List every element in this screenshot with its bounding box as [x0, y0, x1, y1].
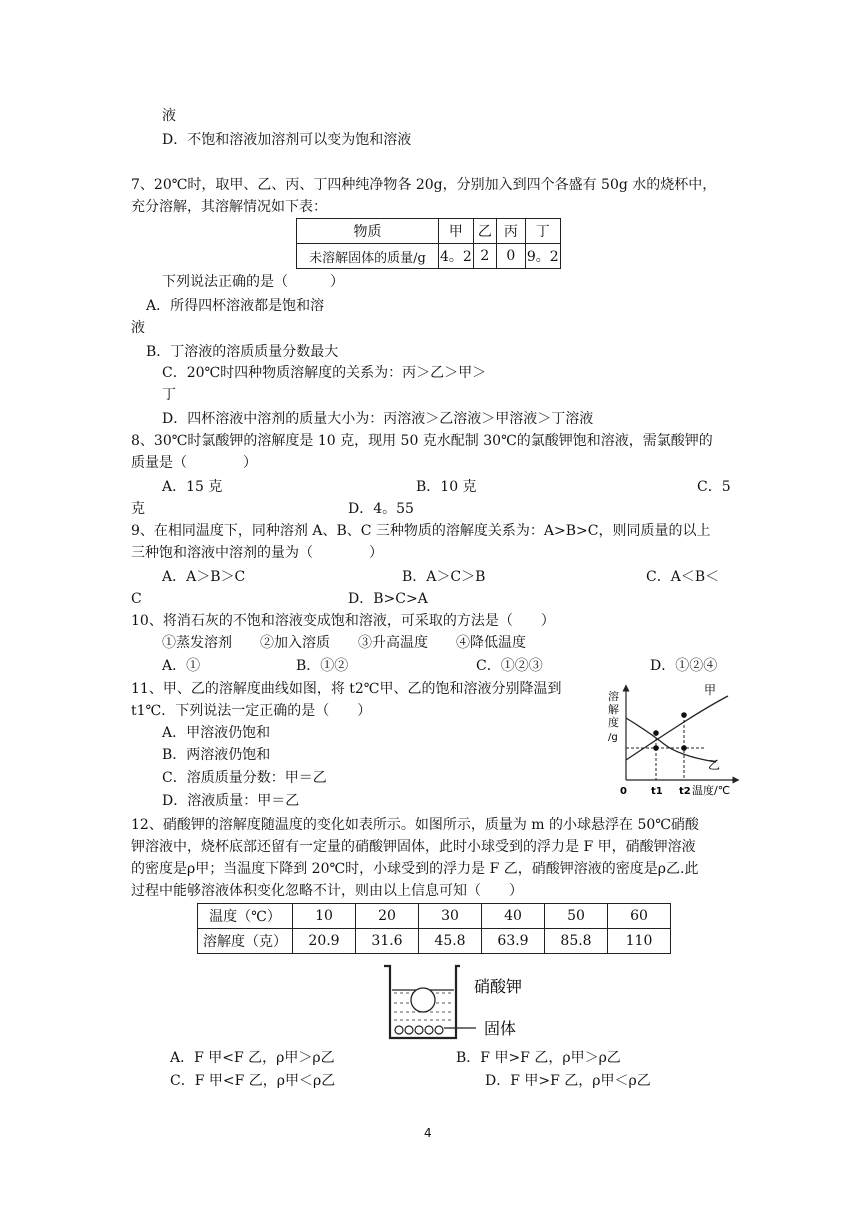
q12-table-cell: 110	[608, 929, 671, 954]
q6-option-d: D．不饱和溶液加溶剂可以变为饱和溶液	[162, 132, 412, 148]
q8-option-b: B．10 克	[416, 479, 477, 495]
figure-label-2: 固体	[484, 1019, 517, 1038]
q9-option-d: D．B>C>A	[348, 591, 428, 607]
q7-option-d: D．四杯溶液中溶剂的质量大小为：丙溶液＞乙溶液＞甲溶液＞丁溶液	[162, 411, 594, 427]
q12-table-header: 10	[293, 904, 356, 929]
q10-option-d: D．①②④	[650, 658, 718, 674]
q7-stem-2: 充分溶解，其溶解情况如下表：	[131, 199, 327, 215]
q8-stem-2: 质量是（ ）	[131, 455, 257, 471]
q12-table-header: 40	[482, 904, 545, 929]
q7-table-cell: 9。2	[525, 244, 560, 269]
q11-option-d: D．溶液质量：甲＝乙	[162, 793, 300, 809]
q12-table-header: 20	[356, 904, 419, 929]
q11-solubility-graph	[604, 682, 744, 800]
q8-option-c: C．5	[697, 479, 731, 495]
crystal-icon	[395, 1026, 403, 1034]
q9-option-c: C．A＜B＜	[646, 569, 720, 585]
q12-table-header: 温度（℃）	[198, 904, 293, 929]
q12-table-cell: 溶解度（克）	[198, 929, 293, 954]
q12-table-cell: 20.9	[293, 929, 356, 954]
q9-option-c-cont: C	[131, 591, 142, 607]
q12-table-header: 60	[608, 904, 671, 929]
yi-point	[681, 745, 687, 751]
q10-option-a: A．①	[162, 658, 201, 674]
origin-label: 0	[620, 786, 627, 797]
curve-yi	[626, 718, 716, 762]
q6-line-cont: 液	[162, 108, 176, 124]
yi-label: 乙	[708, 758, 721, 772]
q12-table-cell: 45.8	[419, 929, 482, 954]
q11-stem-2: t1℃．下列说法一定正确的是（ ）	[131, 703, 372, 719]
crystal-icon	[425, 1026, 433, 1034]
q7-table-header: 甲	[439, 219, 474, 244]
q12-stem-4: 过程中能够溶液体积变化忽略不计，则由以上信息可知（ ）	[131, 883, 523, 899]
q12-option-c: C．F 甲<F 乙，ρ甲＜ρ乙	[170, 1073, 336, 1089]
q12-option-b: B．F 甲>F 乙，ρ甲＞ρ乙	[456, 1050, 621, 1066]
q8-option-c-cont: 克	[131, 501, 145, 517]
y-label-3: 度	[608, 716, 619, 729]
jia-label: 甲	[704, 683, 717, 697]
t2-label: t2	[679, 786, 691, 797]
x-axis-label: 温度/℃	[692, 784, 731, 797]
q10-choices: ①蒸发溶剂 ②加入溶质 ③升高温度 ④降低温度	[162, 635, 526, 651]
q10-stem: 10、将消石灰的不饱和溶液变成饱和溶液，可采取的方法是（ ）	[131, 613, 555, 629]
q12-table-header: 30	[419, 904, 482, 929]
q10-option-b: B．①②	[296, 658, 349, 674]
intersection-point	[653, 730, 659, 736]
q9-stem-2: 三种饱和溶液中溶剂的量为（ ）	[131, 545, 383, 561]
q11-option-a: A．甲溶液仍饱和	[162, 725, 271, 741]
q11-stem-1: 11、甲、乙的溶解度曲线如图，将 t2℃甲、乙的饱和溶液分别降温到	[131, 681, 562, 697]
q7-option-b: B．丁溶液的溶质质量分数最大	[146, 344, 339, 360]
q7-table	[296, 218, 561, 269]
jia-point	[681, 712, 687, 718]
point-t1	[653, 745, 659, 751]
q7-ask: 下列说法正确的是（ ）	[162, 274, 344, 290]
q7-table-header: 丙	[496, 219, 525, 244]
q7-option-a-cont: 液	[131, 320, 145, 336]
q12-table-header: 50	[545, 904, 608, 929]
q12-table	[197, 903, 671, 954]
q12-stem-2: 钾溶液中，烧杯底部还留有一定量的硝酸钾固体，此时小球受到的浮力是 F 甲，硝酸钾溶液	[131, 839, 696, 855]
figure-label-1: 硝酸钾	[474, 977, 523, 996]
q9-option-a: A．A＞B＞C	[162, 569, 246, 585]
q9-stem-1: 9、在相同温度下，同种溶剂 A、B、C 三种物质的溶解度关系为：A>B>C，则同质量的以上	[131, 523, 711, 539]
q7-option-c-cont: 丁	[162, 387, 176, 403]
t1-label: t1	[651, 786, 663, 797]
q7-table-header: 物质	[297, 219, 439, 244]
q12-option-d: D．F 甲>F 乙，ρ甲＜ρ乙	[485, 1073, 651, 1089]
q12-stem-1: 12、硝酸钾的溶解度随温度的变化如表所示。如图所示，质量为 m 的小球悬浮在 50℃硝酸	[131, 817, 699, 833]
q12-option-a: A．F 甲<F 乙，ρ甲＞ρ乙	[170, 1050, 335, 1066]
q7-table-cell: 2	[473, 244, 496, 269]
q8-stem-1: 8、30℃时氯酸钾的溶解度是 10 克，现用 50 克水配制 30℃的氯酸钾饱和溶液，需氯酸钾的	[131, 433, 713, 449]
q7-table-cell: 0	[496, 244, 525, 269]
q12-stem-3: 的密度是ρ甲；当温度下降到 20℃时，小球受到的浮力是 F 乙，硝酸钾溶液的密度是ρ乙.此	[131, 861, 699, 877]
q8-option-d: D．4。55	[348, 501, 414, 517]
q7-table-header: 乙	[473, 219, 496, 244]
q7-option-c: C．20℃时四种物质溶解度的关系为：丙＞乙＞甲＞	[162, 365, 487, 381]
q12-table-cell: 31.6	[356, 929, 419, 954]
q7-stem-1: 7、20℃时，取甲、乙、丙、丁四种纯净物各 20g，分别加入到四个各盛有 50g 水的烧杯中，	[131, 177, 717, 193]
page-number: 4	[424, 1126, 432, 1140]
y-label-1: 溶	[608, 690, 619, 703]
crystal-icon	[435, 1026, 443, 1034]
q7-table-cell: 4。2	[439, 244, 474, 269]
q11-option-b: B．两溶液仍饱和	[162, 747, 271, 763]
y-label-4: /g	[608, 732, 618, 743]
q12-table-cell: 85.8	[545, 929, 608, 954]
q12-beaker-figure	[382, 962, 572, 1044]
q8-option-a: A．15 克	[162, 479, 223, 495]
q11-option-c: C．溶质质量分数：甲＝乙	[162, 770, 327, 786]
q7-option-a: A．所得四杯溶液都是饱和溶	[146, 298, 325, 314]
q12-table-cell: 63.9	[482, 929, 545, 954]
q9-option-b: B．A＞C＞B	[402, 569, 486, 585]
q7-table-cell: 未溶解固体的质量/g	[297, 244, 439, 269]
ball-icon	[411, 988, 435, 1012]
q7-table-header: 丁	[525, 219, 560, 244]
y-label-2: 解	[608, 703, 619, 716]
crystal-icon	[415, 1026, 423, 1034]
crystal-icon	[405, 1026, 413, 1034]
q10-option-c: C．①②③	[476, 658, 543, 674]
